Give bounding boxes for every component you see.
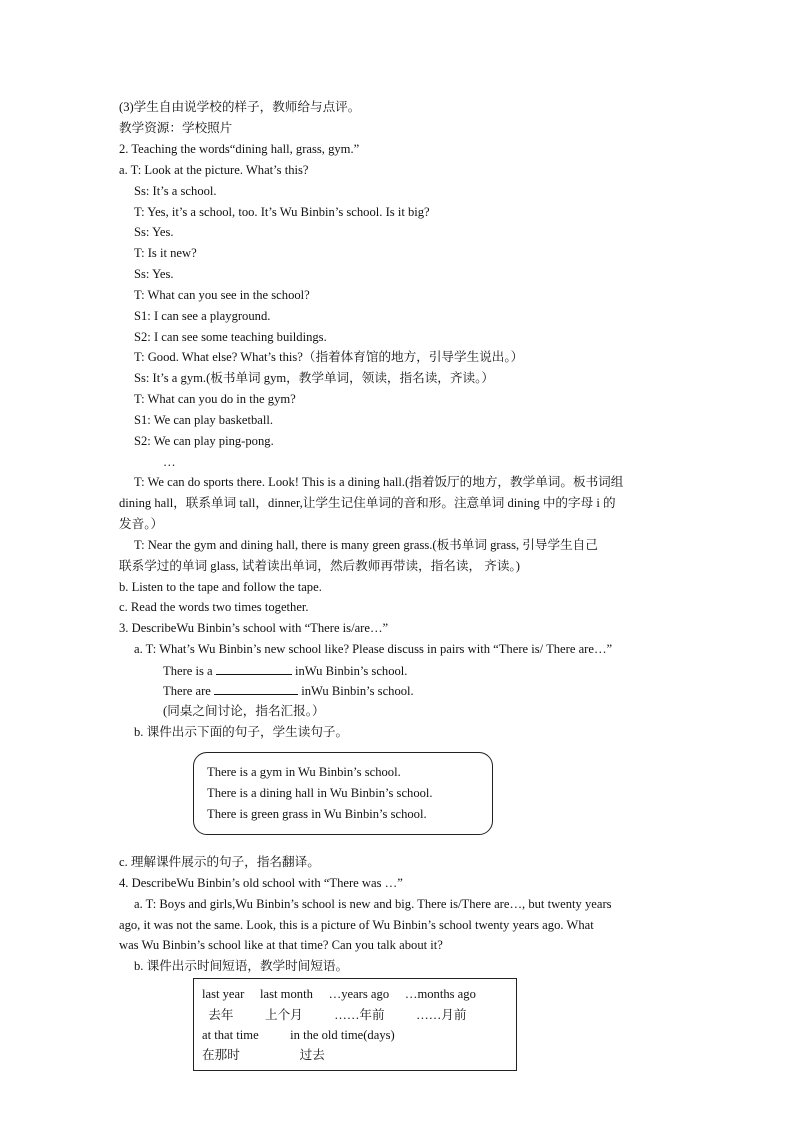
text-line: Ss: It’s a school. <box>134 184 217 198</box>
text-line: a. T: Look at the picture. What’s this? <box>119 163 309 177</box>
text-line: 3. DescribeWu Binbin’s school with “There is/are…” <box>119 621 389 635</box>
text-line: a. T: Boys and girls,Wu Binbin’s school is new and big. There is/There are…, but twenty years <box>134 897 612 911</box>
box-sentence: There is green grass in Wu Binbin’s school. <box>207 807 427 821</box>
text-line: T: Good. What else? What’s this?（指着体育馆的地方，引导学生说出。） <box>134 350 524 364</box>
sentence-box <box>193 752 493 835</box>
text-line: Ss: Yes. <box>134 225 174 239</box>
fill-in-sentence <box>163 662 407 679</box>
text-line: 教学资源：学校照片 <box>119 121 233 135</box>
sentence-start: There are <box>163 684 211 698</box>
box-sentence: There is a gym in Wu Binbin’s school. <box>207 765 401 779</box>
text-line: 发音。） <box>119 517 164 531</box>
sentence-start: There is a <box>163 664 213 678</box>
text-line: b. 课件出示时间短语，教学时间短语。 <box>134 959 349 973</box>
text-line: dining hall，联系单词 tall，dinner,让学生记住单词的音和形。注意单词 dining 中的字母 i 的 <box>119 496 616 510</box>
text-line: was Wu Binbin’s school like at that time? Can you talk about it? <box>119 938 443 952</box>
text-line: T: We can do sports there. Look! This is a dining hall.(指着饭厅的地方，教学单词。板书词组 <box>134 475 624 489</box>
text-line: (同桌之间讨论，指名汇报。） <box>163 704 325 718</box>
box-sentence: There is a dining hall in Wu Binbin’s school. <box>207 786 433 800</box>
text-line: 2. Teaching the words“dining hall, grass, gym.” <box>119 142 360 156</box>
text-line: 联系学过的单词 glass, 试着读出单词，然后教师再带读，指名读， 齐读。) <box>119 559 520 573</box>
phrase-row: 去年 上个月 ……年前 ……月前 <box>202 1008 467 1022</box>
phrase-row: last year last month …years ago …months ago <box>202 987 476 1001</box>
answer-blank <box>216 662 292 675</box>
text-line: T: What can you do in the gym? <box>134 392 296 406</box>
text-line: S2: We can play ping-pong. <box>134 434 274 448</box>
text-line: Ss: Yes. <box>134 267 174 281</box>
text-line: 4. DescribeWu Binbin’s old school with “There was …” <box>119 876 403 890</box>
text-line: c. Read the words two times together. <box>119 600 309 614</box>
text-line: S2: I can see some teaching buildings. <box>134 330 327 344</box>
ellipsis: … <box>163 455 176 469</box>
text-line: T: What can you see in the school? <box>134 288 310 302</box>
text-line: S1: I can see a playground. <box>134 309 271 323</box>
text-line: S1: We can play basketball. <box>134 413 273 427</box>
answer-blank <box>214 682 298 695</box>
text-line: T: Near the gym and dining hall, there is many green grass.(板书单词 grass, 引导学生自己 <box>134 538 598 552</box>
phrase-box <box>193 978 517 1071</box>
fill-in-sentence <box>163 682 414 699</box>
text-line: a. T: What’s Wu Binbin’s new school like? Please discuss in pairs with “There is/ There are…” <box>134 642 613 656</box>
text-line: b. 课件出示下面的句子，学生读句子。 <box>134 725 349 739</box>
text-line: T: Yes, it’s a school, too. It’s Wu Binbin’s school. Is it big? <box>134 205 430 219</box>
phrase-row: 在那时 过去 <box>202 1048 325 1062</box>
text-line: c. 理解课件展示的句子，指名翻译。 <box>119 855 320 869</box>
text-line: Ss: It’s a gym.(板书单词 gym，教学单词，领读，指名读，齐读。） <box>134 371 494 385</box>
phrase-row: at that time in the old time(days) <box>202 1028 395 1042</box>
text-line: ago, it was not the same. Look, this is a picture of Wu Binbin’s school twenty years ago. What <box>119 918 594 932</box>
text-line: b. Listen to the tape and follow the tape. <box>119 580 322 594</box>
sentence-end: inWu Binbin’s school. <box>294 664 408 678</box>
sentence-end: inWu Binbin’s school. <box>301 684 414 698</box>
text-line: T: Is it new? <box>134 246 197 260</box>
text-line: (3)学生自由说学校的样子，教师给与点评。 <box>119 100 361 114</box>
